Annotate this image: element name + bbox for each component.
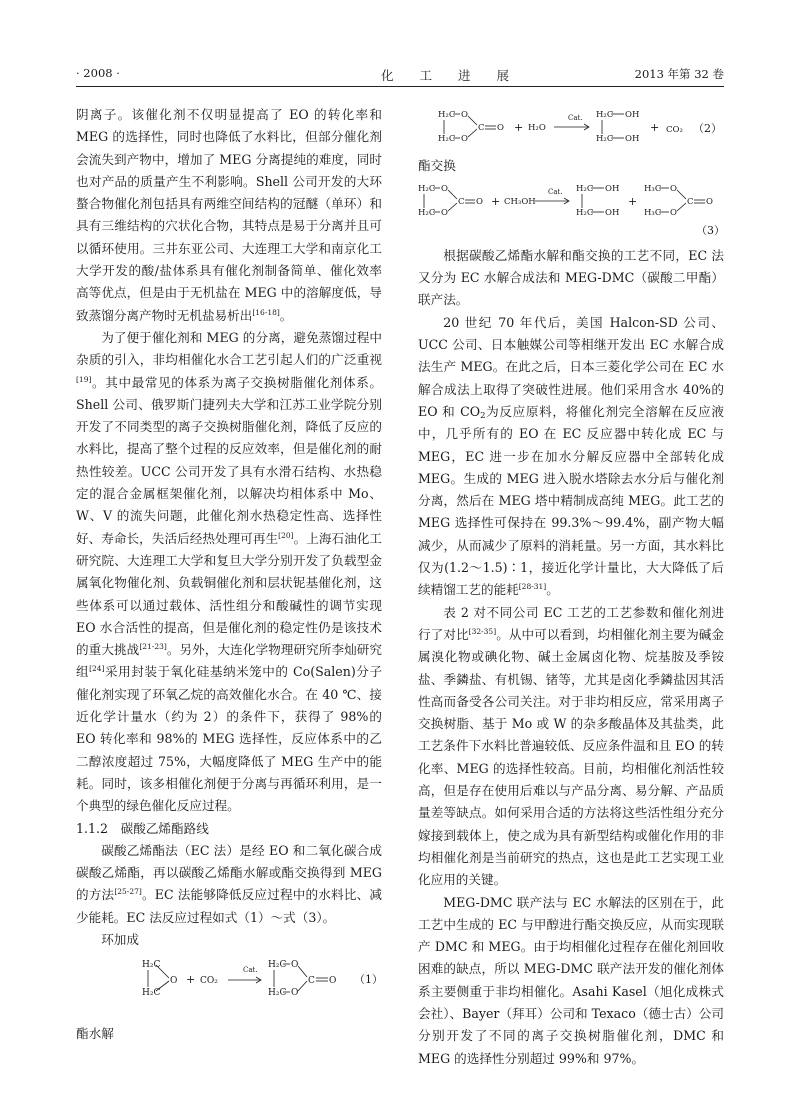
- equation-1: [76, 951, 382, 1010]
- equation-number: （1）: [354, 973, 382, 987]
- citation: [21-23]: [139, 642, 167, 652]
- svg-text:O: O: [291, 988, 299, 999]
- citation: [32-35]: [468, 626, 497, 636]
- equation-2: [418, 104, 724, 157]
- svg-text:H₂C: H₂C: [418, 207, 436, 218]
- svg-text:C: C: [687, 196, 694, 207]
- svg-text:+: +: [491, 194, 501, 208]
- section-heading: 1.1.2 碳酸乙烯酯路线: [76, 820, 209, 836]
- svg-text:O: O: [441, 183, 448, 194]
- citation: [20]: [278, 530, 294, 540]
- citation: [24]: [89, 664, 105, 674]
- svg-text:H₃C: H₃C: [644, 207, 662, 218]
- citation: [25-27]: [114, 887, 142, 897]
- journal-name: 化工进展: [381, 68, 536, 83]
- svg-text:O: O: [291, 960, 299, 971]
- water: H₂O: [528, 123, 546, 133]
- svg-text:O: O: [329, 976, 337, 987]
- svg-text:H₂C: H₂C: [268, 960, 287, 971]
- paragraph: 表 2 对不同公司 EC 工艺的工艺参数和催化剂进行了对比[32-35]。从中可以看到，均相催化剂主要为碱金属溴化物或碘化物、碱土金属卤化物、烷基胺及季铵盐、季鏻盐、有机锡、锗等，尤其是卤化季鏻盐因其活性高而备受各公司关注。对于非均相反应，常采用离子交换树脂、基于 Mo 或 W 的杂多酸晶体及其盐类，此工艺条件下水料比普遍较低、反应条件温和且 EO 的转化率、MEG 的选择性较高。目前，均相催化剂活性较高，但是存在使用后难以与产品分离、易分解、产品质量差等缺点。如何采用合适的方法将这些活性组分充分嫁接到载体上，使之成为具有新型结构或催化作用的非均相催化剂是当前研究的热点，这也是此工艺实现工业化应用的关键。: [418, 604, 725, 888]
- svg-text:OH: OH: [625, 134, 640, 144]
- svg-text:O: O: [497, 123, 504, 133]
- paragraph: 阴离子。该催化剂不仅明显提高了 EO 的转化率和 MEG 的选择性，同时也降低了水料比，但部分催化剂会流失到产物中，增加了 MEG 分离提纯的难度，同时也对产品的质量产生不利影响。Shell 公司开发的大环螯合物催化剂包括具有两维空间结构的冠醚（单环）和具有三维结构的穴状化合物，其特点是易于分离并且可以循环使用。三井东亚公司、大连理工大学和南京化工大学开发的酸/盐体系具有催化剂制备简单、催化效率高等优点，但是由于无机盐在 MEG 中的溶解度低，导致蒸馏分离产物时无机盐易析出[16-18]。: [76, 107, 382, 323]
- svg-text:H₂C: H₂C: [268, 988, 287, 999]
- svg-text:H₂C: H₂C: [596, 110, 614, 120]
- svg-text:OH: OH: [605, 207, 620, 218]
- equation-number: （3）: [696, 223, 724, 237]
- epoxide-oxygen: O: [170, 976, 178, 987]
- reaction-label-cycloaddition: 环加成: [101, 931, 139, 947]
- svg-text:O: O: [670, 183, 677, 194]
- svg-text:O: O: [461, 134, 468, 144]
- paragraph: MEG-DMC 联产法与 EC 水解法的区别在于，此工艺中生成的 EC 与甲醇进行酯交换反应，从而实现联产 DMC 和 MEG。由于均相催化过程存在催化剂回收困难的缺点，所以 MEG-DMC 联产法开发的催化剂体系主要侧重于非均相催化。Asahi Kasel（旭化成株式会社）、Bayer（拜耳）公司和 Texaco（德士古）公司分别开发了不同的离子交换树脂催化剂，DMC 和 MEG 的选择性分别超过 99%和 97%。: [418, 894, 724, 1066]
- svg-text:H₂C: H₂C: [576, 183, 594, 194]
- svg-text:C: C: [478, 123, 485, 133]
- svg-text:O: O: [461, 110, 468, 120]
- equation-3: [418, 178, 724, 245]
- svg-text:+: +: [514, 121, 524, 134]
- svg-text:O: O: [706, 196, 713, 207]
- citation: [19]: [76, 374, 92, 384]
- paragraph: 根据碳酸乙烯酯水解和酯交换的工艺不同，EC 法又分为 EC 水解合成法和 MEG-DMC（碳酸二甲酯）联产法。: [418, 247, 724, 308]
- svg-text:O: O: [476, 196, 483, 207]
- page-number: · 2008 ·: [76, 66, 120, 80]
- svg-text:H₂C: H₂C: [438, 110, 456, 120]
- svg-text:C: C: [458, 196, 465, 207]
- svg-text:H₃C: H₃C: [644, 183, 662, 194]
- running-header: [76, 66, 724, 86]
- issue-info: 2013 年第 32 卷: [634, 67, 724, 81]
- svg-text:O: O: [441, 207, 448, 218]
- svg-text:+: +: [650, 121, 660, 134]
- left-column: [76, 104, 382, 1045]
- citation: [16-18]: [252, 307, 280, 317]
- h2c-bottom: H₂C: [142, 988, 161, 999]
- co2: CO₂: [666, 125, 683, 135]
- svg-text:OH: OH: [605, 183, 620, 194]
- reaction-label-transesterification: 酯交换: [418, 158, 456, 174]
- svg-text:C: C: [308, 976, 315, 987]
- paragraph: 20 世纪 70 年代后，美国 Halcon-SD 公司、UCC 公司、日本触媒公司等相继开发出 EC 水解合成法生产 MEG。在此之后，日本三菱化学公司在 EC 水解合成法上取得了突破性进展。他们采用含水 40%的 EO 和 $CO_2$为反应原料，将催化剂完全溶解在反应液中，几乎所有的 EO 在 EC 反应器中转化成 EC 与 MEG，EC 进一步在加水分解反应器中全部转化成 MEG。生成的 MEG 进入脱水塔除去水分后与催化剂分离，然后在 MEG 塔中精制成高纯 MEG。此工艺的 MEG 选择性可保持在 99.3%～99.4%，副产物大幅减少，从而减少了原料的消耗量。另一方面，其水料比仅为(1.2～1.5)∶1，接近化学计量比，大大降低了后续精馏工艺的能耗[28-31]。: [418, 314, 724, 598]
- paragraph: 碳酸乙烯酯法（EC 法）是经 EO 和二氧化碳合成碳酸乙烯酯，再以碳酸乙烯酯水解或酯交换得到 MEG 的方法[25-27]。EC 法能够降低反应过程中的水料比、减少能耗。EC 法反应过程如式（1）～式（3）。: [76, 842, 382, 925]
- methanol: CH₃OH: [504, 196, 536, 207]
- reaction-label-hydrolysis: 酯水解: [76, 1025, 114, 1041]
- catalyst-label: Cat.: [548, 187, 563, 196]
- paragraph: 为了便于催化剂和 MEG 的分离，避免蒸馏过程中杂质的引入，非均相催化水合工艺引起人们的广泛重视[19]。其中最常见的体系为离子交换树脂催化剂体系。Shell 公司、俄罗斯门捷列夫大学和江苏工业学院分别开发了不同类型的离子交换树脂催化剂，降低了反应的水料比，提高了整个过程的反应效率，但是催化剂的耐热性较差。UCC 公司开发了具有水滑石结构、水热稳定的混合金属框架催化剂，以解决均相体系中 Mo、W、V 的流失问题，此催化剂水热稳定性高、选择性好、寿命长，失活后经热处理可再生[20]。上海石油化工研究院、大连理工大学和复旦大学分别开发了负载型金属氧化物催化剂、负载铜催化剂和层状铌基催化剂，这些体系可以通过载体、活性组分和酸碱性的调节实现 EO 水合活性的提高，但是催化剂的稳定性仍是该技术的重大挑战[21-23]。另外，大连化学物理研究所李灿研究组[24]采用封装于氧化硅基纳米笼中的 Co(Salen)分子催化剂实现了环氧乙烷的高效催化水合。在 40 ℃、接近化学计量水（约为 2）的条件下，获得了 98%的 EO 转化率和 98%的 MEG 选择性，反应体系中的乙二醇浓度超过 75%，大幅度降低了 MEG 生产中的能耗。同时，该多相催化剂便于分离与再循环利用，是一个典型的绿色催化反应过程。: [76, 329, 383, 814]
- header-rule: [76, 86, 724, 87]
- citation: [28-31]: [518, 582, 547, 592]
- svg-text:+: +: [628, 194, 638, 208]
- catalyst-label: Cat.: [243, 966, 258, 975]
- right-column: [418, 104, 724, 1070]
- svg-text:O: O: [670, 207, 677, 218]
- svg-text:H₂C: H₂C: [438, 134, 456, 144]
- catalyst-label: Cat.: [568, 114, 583, 122]
- co2: CO₂: [200, 976, 218, 987]
- svg-text:H₂C: H₂C: [576, 207, 594, 218]
- h2c-top: H₂C: [142, 960, 161, 971]
- svg-text:+: +: [186, 973, 196, 987]
- svg-text:OH: OH: [625, 110, 640, 120]
- svg-text:H₂C: H₂C: [418, 183, 436, 194]
- svg-text:H₂C: H₂C: [596, 134, 614, 144]
- equation-number: （2）: [693, 122, 722, 135]
